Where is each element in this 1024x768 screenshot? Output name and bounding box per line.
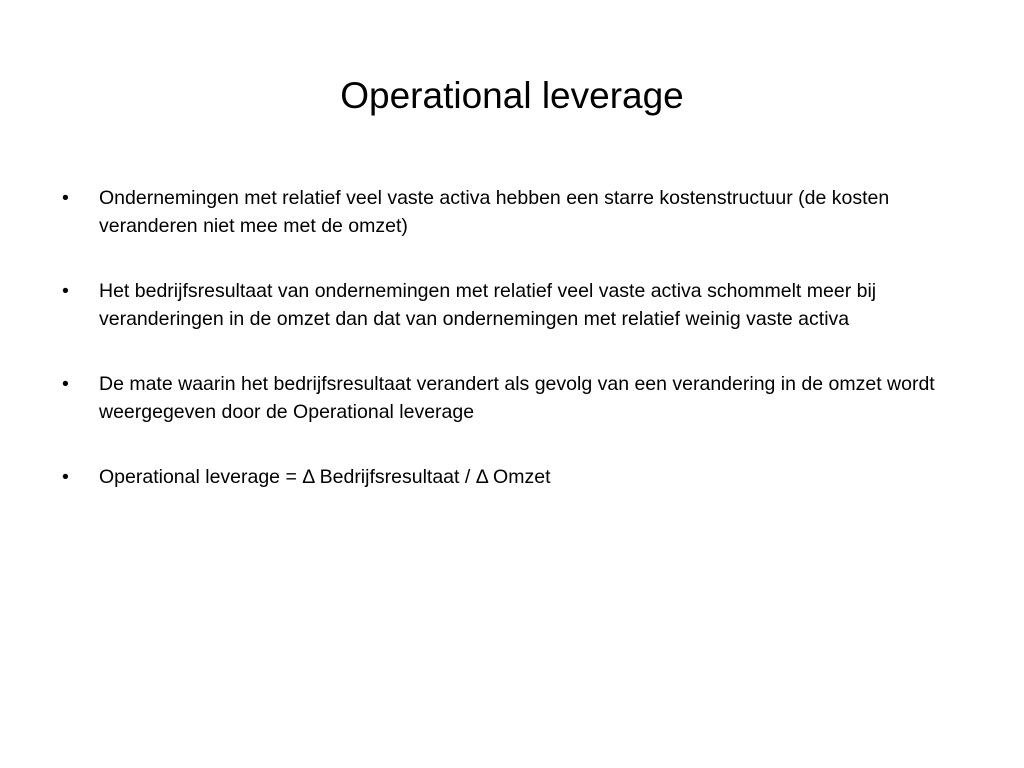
bullet-list (62, 184, 962, 491)
bullet-marker: • (62, 187, 69, 209)
bullet-text: Ondernemingen met relatief veel vaste activa hebben een starre kostenstructuur (de kosten veranderen niet mee met de omzet) (99, 187, 890, 237)
bullet-item (62, 370, 962, 426)
bullet-item (62, 184, 962, 240)
bullet-item (62, 277, 962, 333)
bullet-text: De mate waarin het bedrijfsresultaat verandert als gevolg van een verandering in de omzet wordt weergegeven door de Operational leverage (99, 373, 935, 423)
bullet-marker: • (62, 373, 69, 395)
bullet-text: Operational leverage = Δ Bedrijfsresultaat / Δ Omzet (99, 466, 551, 488)
bullet-item (62, 463, 962, 491)
bullet-marker: • (62, 466, 69, 488)
bullet-text: Het bedrijfsresultaat van ondernemingen met relatief veel vaste activa schommelt meer bij veranderingen in de omzet dan dat van ondernemingen met relatief weinig vaste activa (99, 280, 877, 330)
slide-title: Operational leverage (340, 75, 684, 116)
bullet-marker: • (62, 280, 69, 302)
